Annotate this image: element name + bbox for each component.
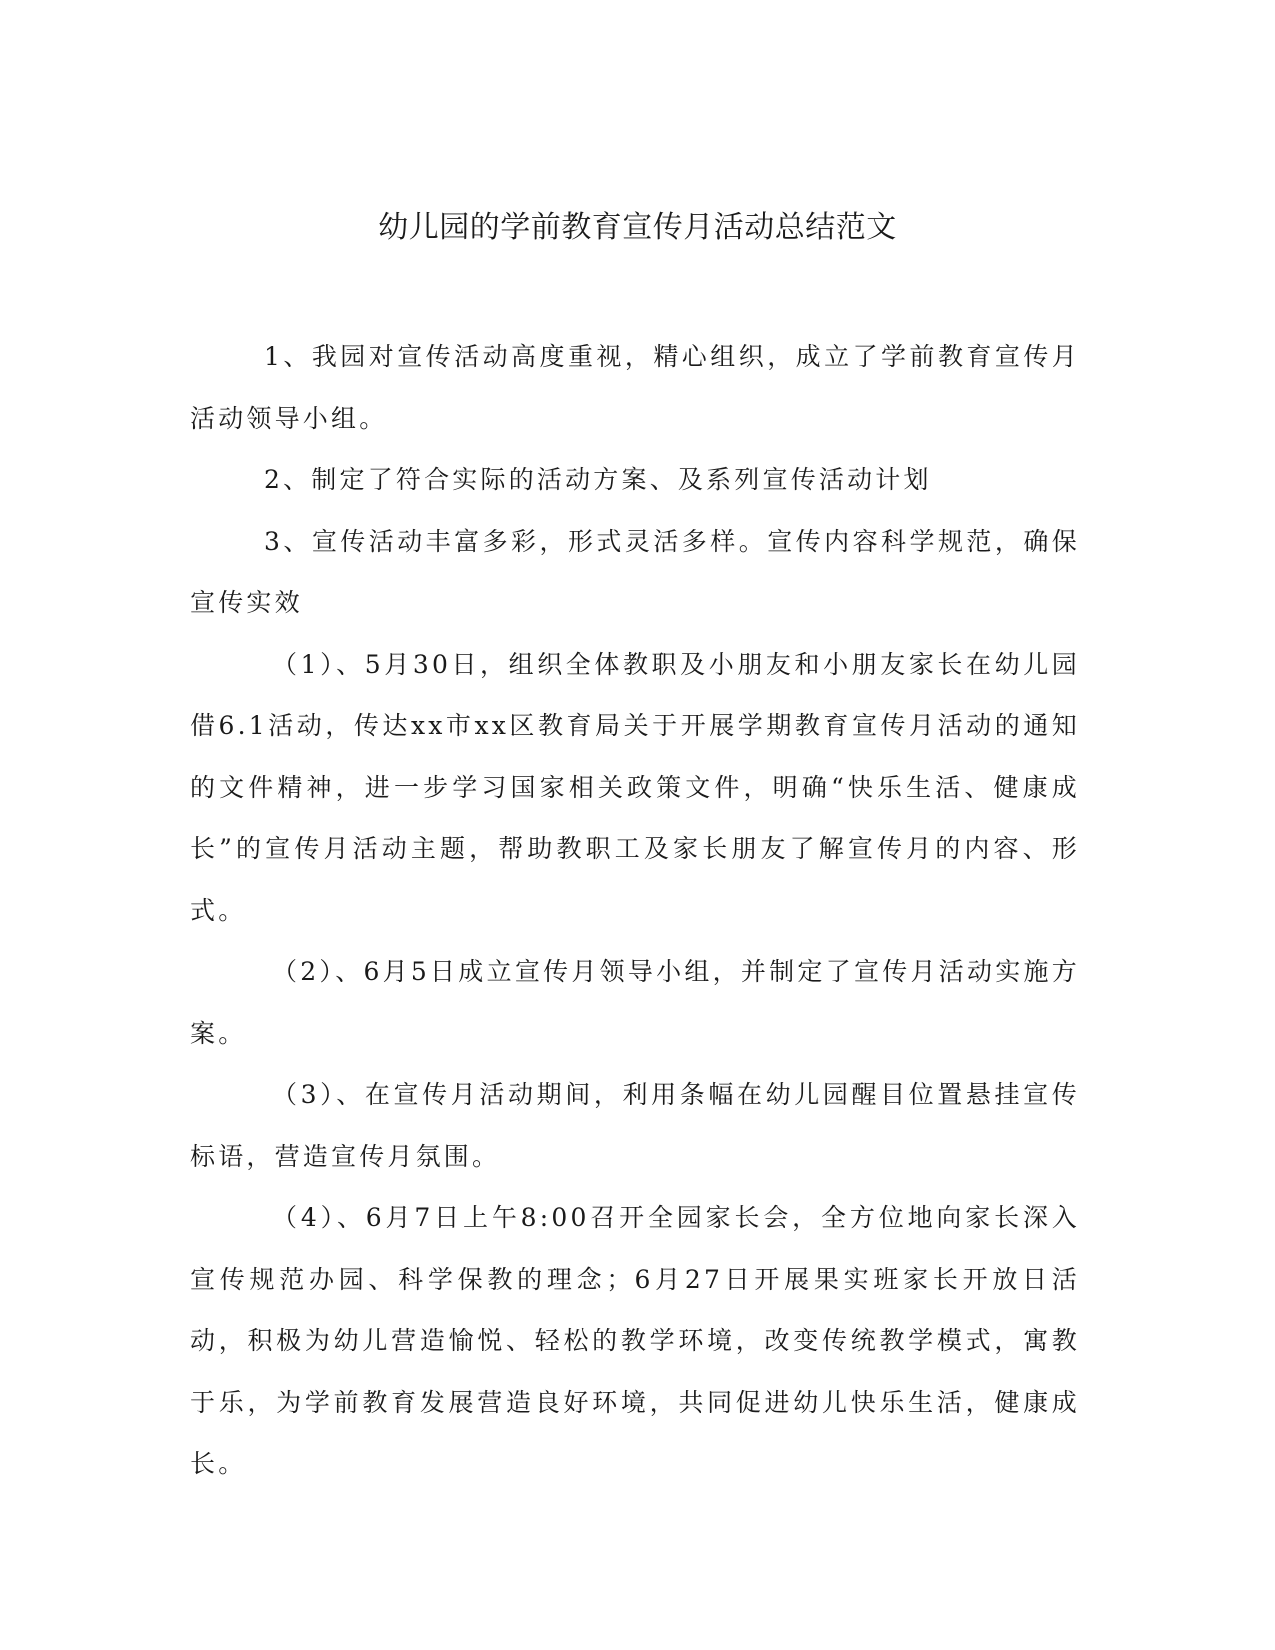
- document-title: 幼儿园的学前教育宣传月活动总结范文: [378, 210, 897, 245]
- paragraph-sub-1: （1）、5月30日，组织全体教职及小朋友和小朋友家长在幼儿园借6.1活动，传达xx市xx区教育局关于开展学期教育宣传月活动的通知的文件精神，进一步学习国家相关政策文件，明确“快乐生活、健康成长”的宣传月活动主题，帮助教职工及家长朋友了解宣传月的内容、形式。: [190, 649, 1080, 925]
- document-body: [190, 326, 1080, 1495]
- paragraph-sub-4: （4）、6月7日上午8:00召开全园家长会，全方位地向家长深入宣传规范办园、科学保教的理念；6月27日开展果实班家长开放日活动，积极为幼儿营造愉悦、轻松的教学环境，改变传统教学模式，寓教于乐，为学前教育发展营造良好环境，共同促进幼儿快乐生活，健康成长。: [190, 1203, 1080, 1478]
- paragraph-2: 2、制定了符合实际的活动方案、及系列宣传活动计划: [264, 465, 932, 494]
- paragraph-sub-3: （3）、在宣传月活动期间，利用条幅在幼儿园醒目位置悬挂宣传标语，营造宣传月氛围。: [190, 1080, 1080, 1171]
- paragraph-1: 1、我园对宣传活动高度重视，精心组织，成立了学前教育宣传月活动领导小组。: [190, 342, 1080, 433]
- paragraph-3: 3、宣传活动丰富多彩，形式灵活多样。宣传内容科学规范，确保宣传实效: [190, 526, 1080, 617]
- paragraph-sub-2: （2）、6月5日成立宣传月领导小组，并制定了宣传月活动实施方案。: [190, 957, 1080, 1048]
